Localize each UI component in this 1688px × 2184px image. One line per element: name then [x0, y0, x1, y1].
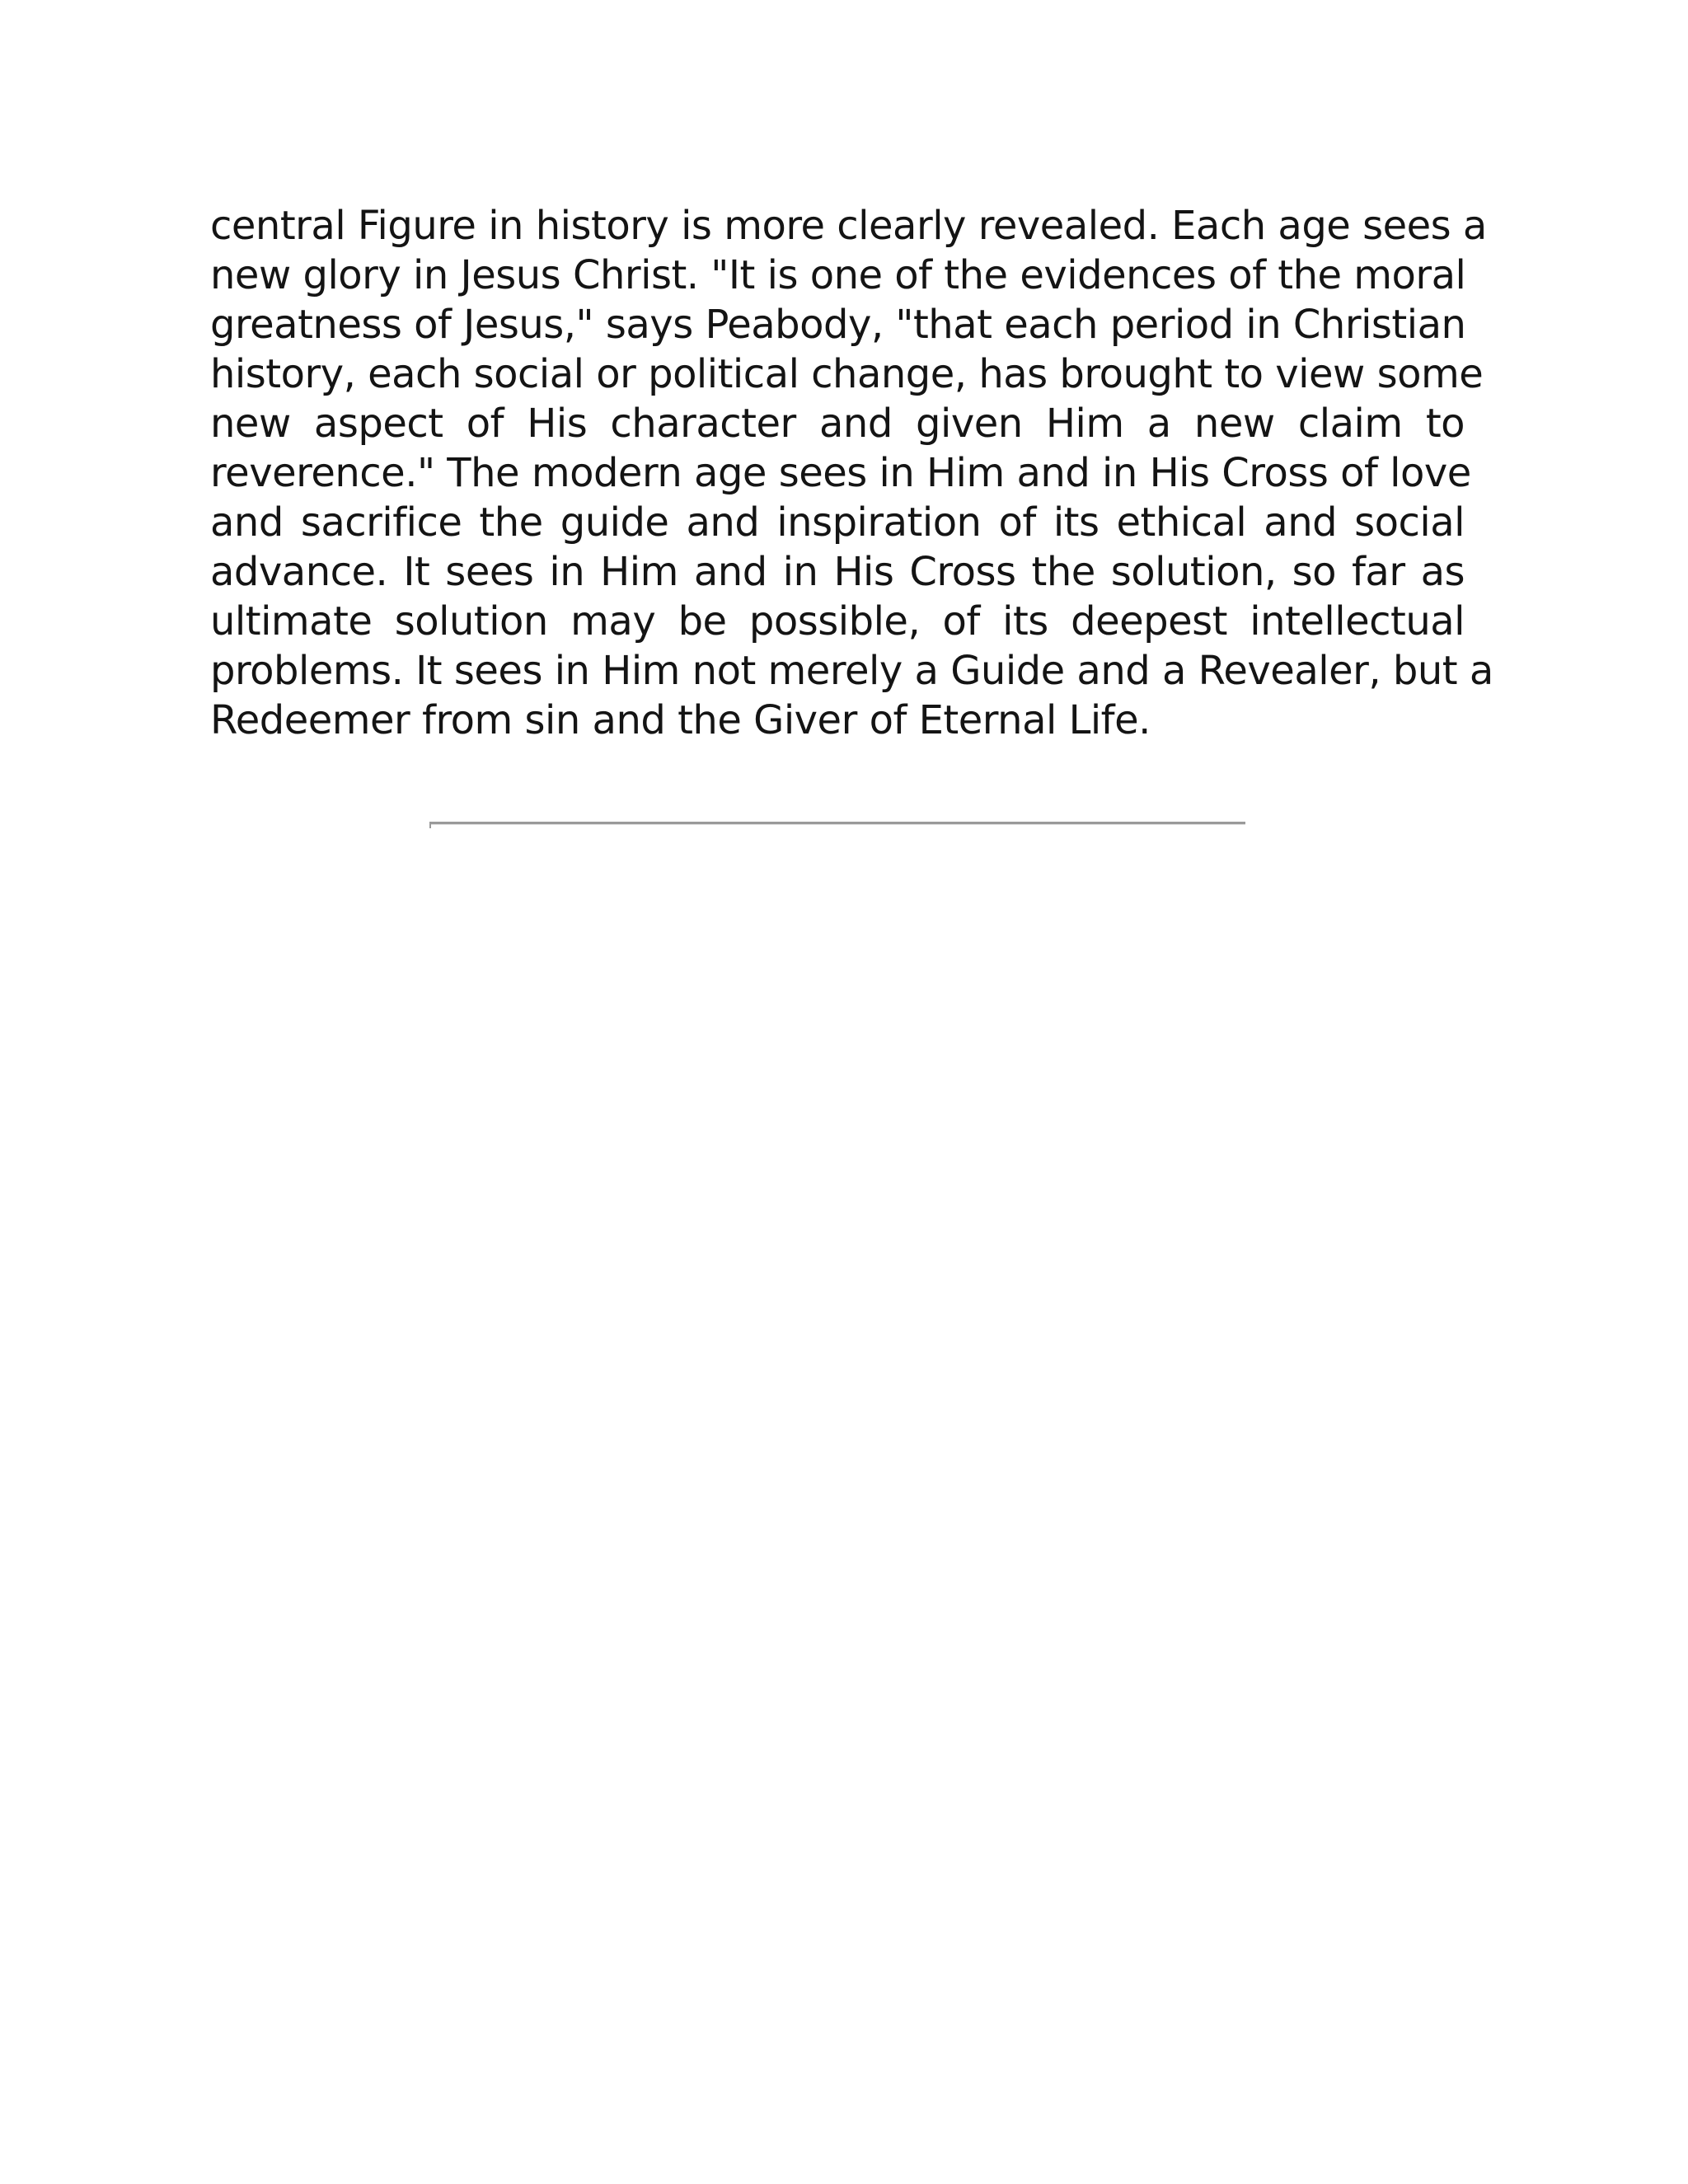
body-paragraph — [210, 201, 1493, 745]
paragraph-line: history, each social or political change, has brought to view some — [210, 351, 1484, 397]
paragraph-line: new glory in Jesus Christ. "It is one of the evidences of the moral — [210, 252, 1466, 298]
paragraph-line: reverence." The modern age sees in Him and in His Cross of love — [210, 450, 1471, 496]
paragraph-line: central Figure in history is more clearly revealed. Each age sees a — [210, 203, 1487, 249]
paragraph-line: new aspect of His character and given Him a new claim to — [210, 401, 1465, 447]
paragraph-line: and sacrifice the guide and inspiration of its ethical and social — [210, 499, 1465, 546]
paragraph-line: ultimate solution may be possible, of its deepest intellectual — [210, 598, 1465, 644]
horizontal-rule — [429, 822, 1245, 825]
paragraph-line: Redeemer from sin and the Giver of Eternal Life. — [210, 697, 1151, 743]
paragraph-line: advance. It sees in Him and in His Cross the solution, so far as — [210, 549, 1465, 595]
paragraph-line: problems. It sees in Him not merely a Guide and a Revealer, but a — [210, 648, 1493, 694]
paragraph-line: greatness of Jesus," says Peabody, "that each period in Christian — [210, 302, 1466, 348]
